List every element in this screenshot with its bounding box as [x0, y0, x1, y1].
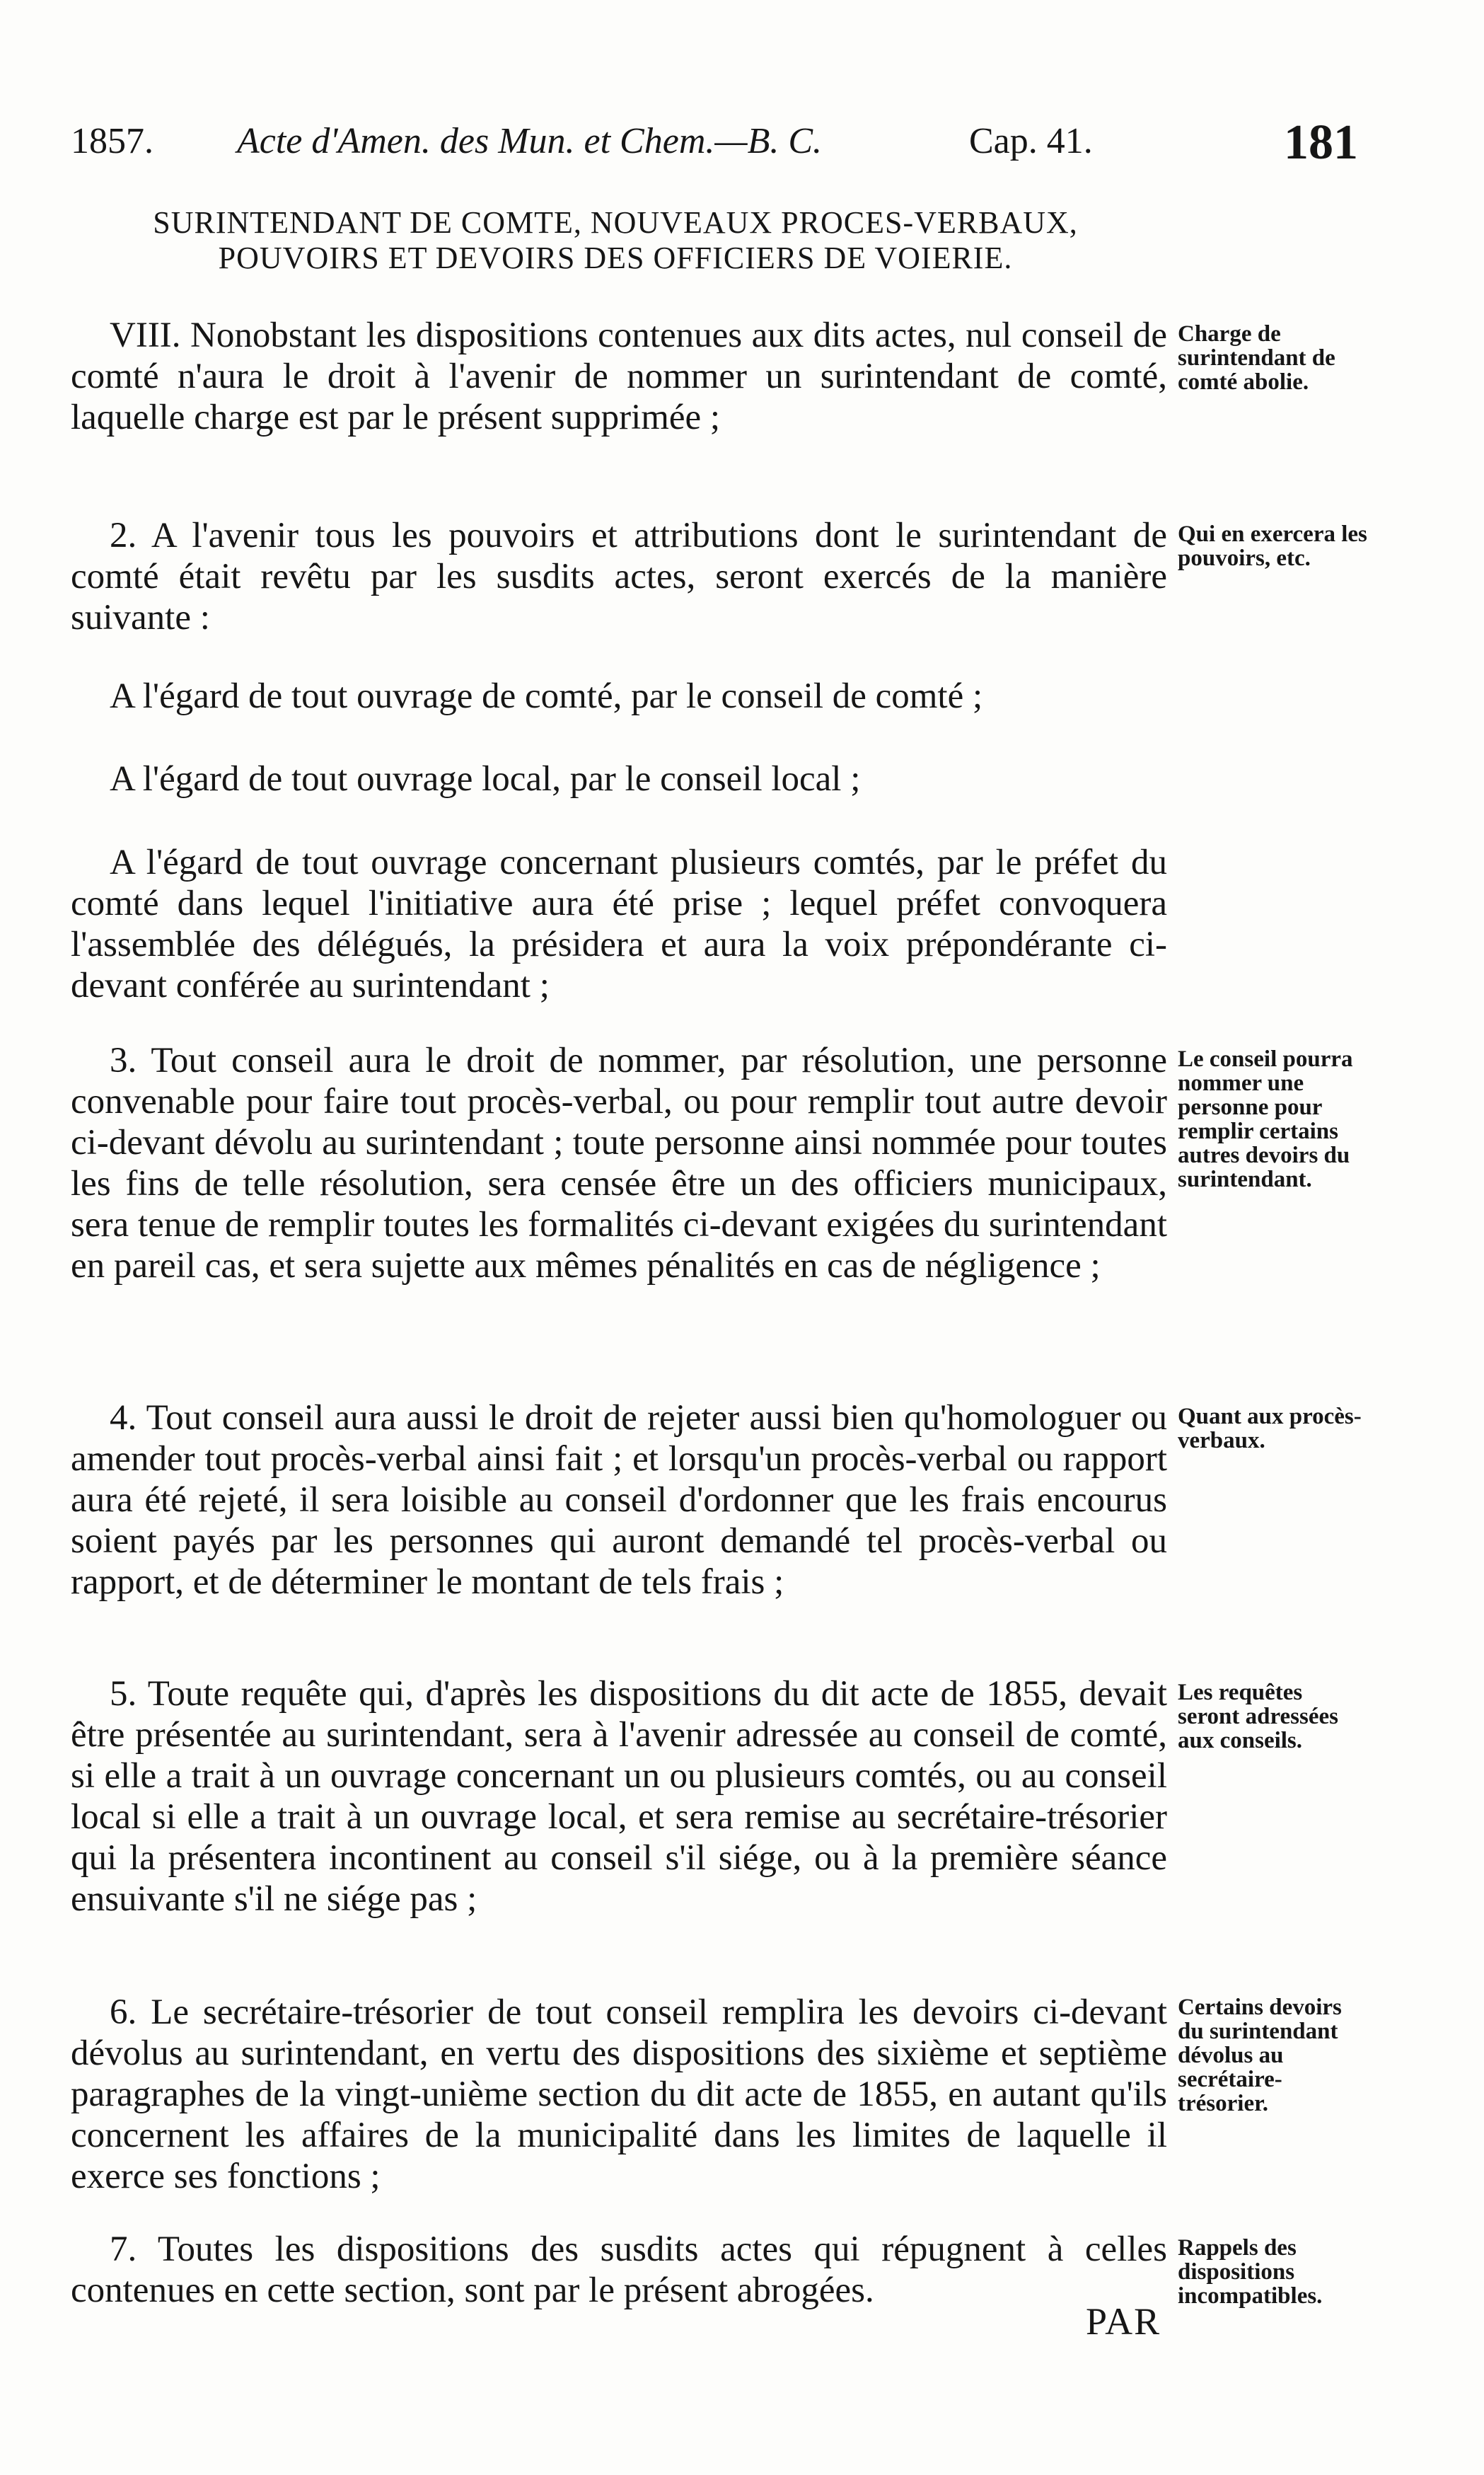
section-heading: SURINTENDANT DE COMTE, NOUVEAUX PROCES-VERBAUX, POUVOIRS ET DEVOIRS DES OFFICIERS DE VOIERIE. — [153, 205, 1078, 275]
margin-note-rappels: Rappels des dispositions incompatibles. — [1178, 2235, 1323, 2309]
running-header — [71, 115, 1358, 184]
paragraph-2 — [71, 515, 1167, 638]
margin-note-requetes: Les requêtes seront adressées aux conseils. — [1178, 1680, 1339, 1753]
paragraph-ouvrage-comte — [71, 676, 1167, 717]
margin-note-exercera-pouvoirs: Qui en exercera les pouvoirs, etc. — [1178, 521, 1367, 571]
paragraph-6 — [71, 1992, 1167, 2197]
page-number: 181 — [1284, 115, 1358, 170]
paragraph-4 — [71, 1397, 1167, 1603]
margin-note-charge-abolie: Charge de surintendant de comté abolie. — [1178, 321, 1335, 395]
header-title: Acte d'Amen. des Mun. et Chem.—B. C. — [237, 121, 823, 161]
paragraph-text: A l'égard de tout ouvrage concernant plusieurs comtés, par le préfet du comté dans lequel l'initiative aura été prise ; lequel préfet convoquera l'assemblée des délégués, la présidera et aura la voix prépondérante ci-devant conférée au surintendant ; — [71, 843, 1167, 1005]
paragraph-3 — [71, 1040, 1167, 1286]
paragraph-text: 5. Toute requête qui, d'après les dispositions du dit acte de 1855, devait être présentée au surintendant, sera à l'avenir adressée au conseil de comté, si elle a trait à un ouvrage concernant un ou plusieurs comtés, ou au conseil local si elle a trait à un ouvrage local, et sera remise au secrétaire-trésorier qui la présentera incontinent au conseil s'il siége, ou à la première séance ensuivante s'il ne siége pas ; — [71, 1674, 1167, 1919]
paragraph-text: 7. Toutes les dispositions des susdits actes qui répugnent à celles contenues en cette section, sont par le présent abrogées. — [71, 2229, 1167, 2310]
paragraph-viii — [71, 315, 1167, 438]
paragraph-text: VIII. Nonobstant les dispositions contenues aux dits actes, nul conseil de comté n'aura le droit à l'avenir de nommer un surintendant de comté, laquelle charge est par le présent supprimée ; — [71, 316, 1167, 437]
margin-note-secretaire-tresorier: Certains devoirs du surintendant dévolus au secrétaire-trésorier. — [1178, 1995, 1342, 2116]
margin-note-proces-verbaux: Quant aux procès-verbaux. — [1178, 1404, 1362, 1453]
paragraph-text: 2. A l'avenir tous les pouvoirs et attributions dont le surintendant de comté était revêtu par les susdits actes, seront exercés de la manière suivante : — [71, 516, 1167, 638]
paragraph-text: A l'égard de tout ouvrage local, par le conseil local ; — [110, 759, 861, 799]
paragraph-text: 3. Tout conseil aura le droit de nommer, par résolution, une personne convenable pour faire tout procès-verbal, ou pour remplir tout autre devoir ci-devant dévolu au surintendant ; toute personne ainsi nommée pour toutes les fins de telle résolution, sera censée être un des officiers municipaux, sera tenue de remplir toutes les formalités ci-devant exigées du surintendant en pareil cas, et sera sujette aux mêmes pénalités en cas de négligence ; — [71, 1041, 1167, 1286]
catchword: PAR — [1086, 2300, 1161, 2343]
header-year: 1857. — [71, 121, 153, 161]
margin-note-conseil-nommer: Le conseil pourra nommer une personne pour remplir certains autres devoirs du surintendant. — [1178, 1046, 1353, 1192]
paragraph-plusieurs-comtes — [71, 842, 1167, 1006]
paragraph-7 — [71, 2229, 1167, 2311]
paragraph-text: A l'égard de tout ouvrage de comté, par le conseil de comté ; — [110, 676, 983, 716]
paragraph-text: 4. Tout conseil aura aussi le droit de rejeter aussi bien qu'homologuer ou amender tout procès-verbal ainsi fait ; et lorsqu'un procès-verbal ou rapport aura été rejeté, il sera loisible au conseil d'ordonner que les frais encourus soient payés par les personnes qui auront demandé tel procès-verbal ou rapport, et de déterminer le montant de tels frais ; — [71, 1398, 1167, 1602]
paragraph-5 — [71, 1673, 1167, 1920]
paragraph-text: 6. Le secrétaire-trésorier de tout conseil remplira les devoirs ci-devant dévolus au surintendant, en vertu des dispositions des sixième et septième paragraphes de la vingt-unième section du dit acte de 1855, en autant qu'ils concernent les affaires de la municipalité dans les limites de laquelle il exerce ses fonctions ; — [71, 1992, 1167, 2196]
paragraph-ouvrage-local — [71, 758, 1167, 800]
header-chapter: Cap. 41. — [969, 121, 1093, 161]
